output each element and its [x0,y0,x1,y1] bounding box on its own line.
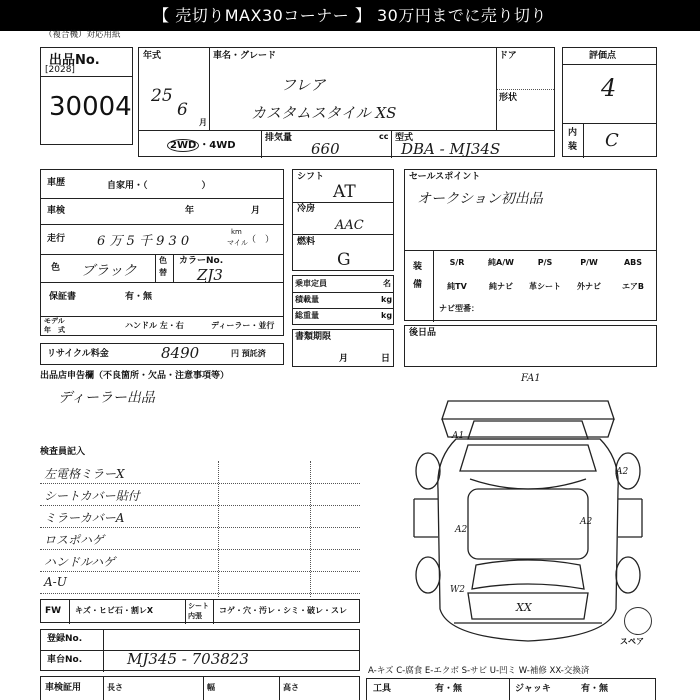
mileage-label: 走行 [47,234,66,244]
inspector-line-5: ハンドルハゲ [44,555,116,569]
model-code: DBA - MJ34S [401,140,501,158]
warranty-label: 保証書 [49,292,77,302]
document-deadline-box [292,329,394,367]
spare-label: スペア [620,637,644,646]
diagram-mark-a2-right: A2 [616,467,629,477]
model-label: 型式 [395,133,414,143]
door-label: ドア [499,51,517,61]
weight-label: 総重量 [295,311,319,320]
document-deadline-label: 書類期限 [295,332,332,342]
recycle-unit: 円 預託済 [231,349,266,358]
mileage-unit-mile: マイル [227,239,248,247]
vehicle-info-box [138,47,555,157]
diagram-mark-w2: W2 [450,585,465,595]
equipment-item: 純A/W [488,258,514,267]
drive-4wd: ・4WD [199,140,236,151]
seats-label: 乗車定員 [295,279,327,288]
inspector-line-6: A-U [44,575,67,589]
diagram-front-label: FA1 [521,373,541,384]
weight-unit: kg [381,311,393,320]
spare-tire-icon [624,607,652,635]
jack-label: ジャッキ [515,684,551,694]
color-swap-1: 色 [159,256,167,265]
certificate-height: 高さ [283,683,299,692]
equipment-item: エアB [621,282,645,291]
year-label: 年式 [143,51,162,61]
inspector-notes-box [40,461,360,597]
grade-label: 評価点 [589,51,617,61]
equipment-row-2 [435,278,655,298]
jack-value: 有・無 [581,684,609,694]
equipment-label-1: 装 [413,262,423,272]
tools-label: 工具 [373,684,392,694]
shift-fuel-box [292,169,394,271]
detail-table [40,169,284,317]
model-year-label-2: 年 式 [44,326,65,334]
equipment-item: P/S [537,258,553,267]
drive-2wd: 2WD [167,139,199,152]
capacity-box [292,275,394,325]
mileage-paren: （ ） [247,235,275,245]
mileage-unit-km: km [231,228,242,236]
equipment-item: P/W [580,258,598,267]
diagram-mark-a2-rear: A2 [580,517,593,527]
color-label: 色 [51,263,61,273]
dealer-notes-value: ディーラー出品 [58,390,155,406]
rear-items-label: 後日品 [409,328,437,338]
load-unit: kg [381,295,393,304]
equipment-item: 革シート [529,282,561,291]
inspection-year-label: 年 [185,206,195,216]
fw-row [40,599,360,623]
vehicle-name: フレア [281,76,326,94]
history-label: 車歴 [47,178,66,188]
equipment-label-2: 備 [413,280,423,290]
load-label: 積載量 [295,295,319,304]
certificate-width: 幅 [207,683,215,692]
color-value: ブラック [81,263,137,279]
inspection-label: 車検 [47,206,66,216]
sheet-subtitle: （複合機）対応用紙 [44,30,121,40]
diagram-mark-a2-left: A2 [455,525,468,535]
dealer-notes-label: 出品店申告欄（不良箇所・欠品・注意事項等） [40,371,230,381]
warranty-value: 有・無 [125,292,153,302]
displacement-unit: cc [379,132,389,141]
displacement-label: 排気量 [265,133,293,143]
year-month: 6 [177,100,188,120]
equipment-row-1 [435,254,655,274]
handle-option: ハンドル 左・右 [125,321,184,330]
auction-sheet [0,31,700,700]
banner-title: 【 売切りMAX30コーナー 】 30万円までに売り切り [0,0,700,31]
chassis-value: MJ345 - 703823 [127,650,249,668]
equipment-item: 外ナビ [577,282,601,291]
inspector-notes-label: 検査員記入 [40,447,86,457]
diagram-mark-xx: XX [516,601,532,614]
shift-value: AT [333,182,356,202]
registration-label: 登録No. [47,634,83,644]
history-value: 自家用・（ ） [107,181,211,191]
lot-number-label: 出品No. [49,53,100,68]
inspector-line-4: ロスポハゲ [44,533,105,547]
recycle-row [40,343,284,365]
fuel-value: G [337,250,351,270]
equipment-item: 純ナビ [489,282,513,291]
seat-label-1: シート [188,602,209,610]
seat-items: コゲ・穴・汚レ・シミ・破レ・スレ [219,606,347,615]
fuel-label: 燃料 [297,237,316,247]
tools-value: 有・無 [435,684,463,694]
mileage-value: 6 万 5 千 9 3 0 [97,234,190,249]
interior-label-1: 内 [568,128,578,138]
certificate-row [40,676,360,700]
inspector-line-3: ミラーカバーA [44,511,125,525]
color-code: ZJ3 [197,266,223,284]
model-year-row [40,316,284,336]
chassis-label: 車台No. [47,655,83,665]
inspector-line-2: シートカバー貼付 [44,489,140,503]
vehicle-name-label: 車名・グレード [213,51,277,61]
equipment-item: ABS [623,258,643,267]
year-value: 25 [151,86,173,106]
seat-label-2: 内張 [188,612,202,620]
document-deadline-day: 日 [381,354,391,364]
recycle-value: 8490 [161,344,200,362]
fw-items: キズ・ヒビ石・割レX [75,606,154,615]
nav-model-label: ナビ型番： [439,304,479,313]
recycle-label: リサイクル料金 [47,349,109,359]
grade-score: 4 [601,74,617,102]
vehicle-grade: カスタムスタイル XS [251,104,397,122]
color-code-label: カラーNo. [179,256,224,266]
grade-box [562,47,657,157]
sales-point-label: セールスポイント [409,172,481,182]
shift-label: シフト [297,172,325,182]
displacement-value: 660 [311,140,340,158]
drive-type [167,136,236,152]
shape-label: 形状 [499,93,518,103]
certificate-length: 長さ [107,683,123,692]
rear-items-box [404,325,657,367]
tools-row [366,678,656,700]
year-month-unit: 月 [199,118,207,127]
cooling-value: AAC [335,218,364,233]
interior-label-2: 装 [568,142,578,152]
dealer-option: ディーラー・並行 [211,321,275,330]
model-year-label-1: モデル [44,317,65,325]
lot-number: 30004 [49,92,132,122]
equipment-item: 純TV [447,282,467,291]
lot-number-box [40,47,133,145]
seats-unit: 名 [383,279,391,288]
document-deadline-month: 月 [339,354,349,364]
damage-legend: A-キズ C-腐食 E-エクボ S-サビ U-凹ミ W-補修 XX-交換済 [368,666,590,676]
sales-point-value: オークション初出品 [417,191,543,207]
inspection-month-label: 月 [251,206,261,216]
registration-box [40,629,360,671]
diagram-mark-a1: A1 [452,431,465,441]
certificate-label: 車検証用 [45,683,82,693]
cooling-label: 冷房 [297,204,316,214]
interior-grade: C [605,130,619,151]
lot-year-code: [2028] [45,65,75,75]
fw-label: FW [45,606,62,616]
color-swap-2: 替 [159,268,167,277]
equipment-item: S/R [449,258,465,267]
sales-equipment-box [404,169,657,321]
inspector-line-1: 左電格ミラーX [44,467,125,481]
